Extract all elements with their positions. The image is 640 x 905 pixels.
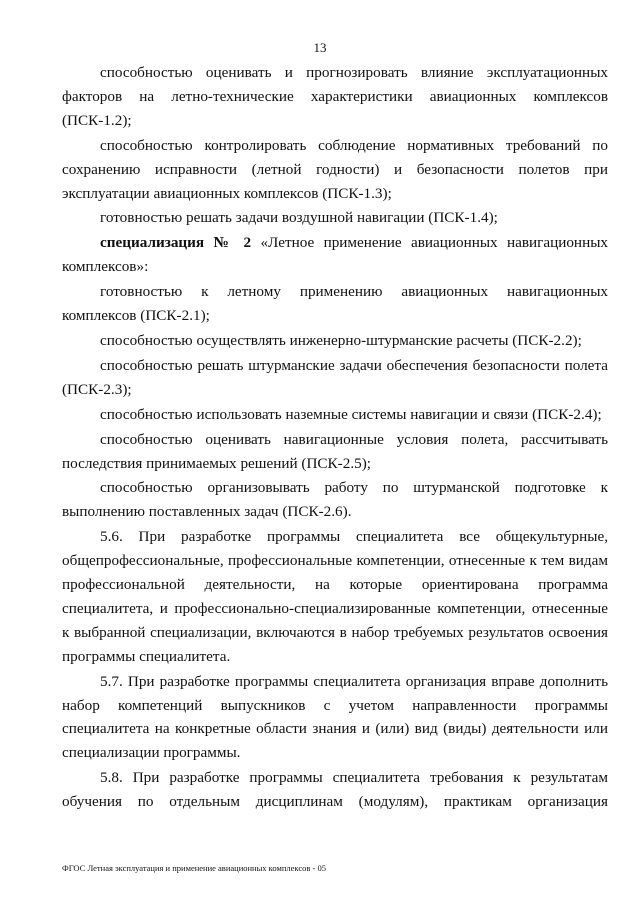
specialization-label: специализация № 2 (100, 234, 252, 252)
paragraph-psk-1-4: готовностью решать задачи воздушной навигации (ПСК-1.4); (100, 209, 498, 227)
page-number: 13 (313, 40, 327, 55)
paragraph-5-8: 5.8. При разработке программы специалитета требования к результатам обучения по отдельным дисциплинам (модулям), практикам организация (62, 769, 608, 811)
paragraph-psk-2-6: способностью организовывать работу по штурманской подготовке к выполнению поставленных задач (ПСК-2.6). (62, 479, 608, 521)
paragraph-psk-2-1: готовностью к летному применению авиационных навигационных комплексов (ПСК-2.1); (62, 283, 608, 325)
paragraph-psk-2-3: способностью решать штурманские задачи обеспечения безопасности полета (ПСК-2.3); (62, 356, 608, 398)
footer-text: ФГОС Летная эксплуатация и применение авиационных комплексов - 05 (62, 863, 326, 873)
paragraph-psk-2-2: способностью осуществлять инженерно-штурманские расчеты (ПСК-2.2); (100, 331, 582, 349)
paragraph-5-7: 5.7. При разработке программы специалитета организация вправе дополнить набор компетенций выпускников с учетом направленности программы специалитета на конкретные области знания и (или) вид (виды) деятельности или специализации программы. (62, 672, 608, 762)
specialization-title: «Летное применение авиационных навигационных комплексов»: (62, 234, 608, 276)
paragraph-psk-1-3: способностью контролировать соблюдение нормативных требований по сохранению исправности (летной годности) и безопасности полетов при эксплуатации авиационных комплексов (ПСК-1.3); (62, 136, 608, 202)
paragraph-psk-1-2: способностью оценивать и прогнозировать влияние эксплуатационных факторов на летно-технические характеристики авиационных комплексов (ПСК-1.2); (62, 64, 608, 129)
paragraph-psk-2-4: способностью использовать наземные системы навигации и связи (ПСК-2.4); (100, 405, 602, 423)
document-body (62, 61, 608, 815)
paragraph-5-6: 5.6. При разработке программы специалитета все общекультурные, общепрофессиональные, профессиональные компетенции, отнесенные к тем видам профессиональной деятельности, на которые ориентирована программа специалитета, и профессионально-специализированные компетенции, отнесенные к выбранной специализации, включаются в набор требуемых результатов освоения программы специалитета. (62, 528, 608, 665)
paragraph-psk-2-5: способностью оценивать навигационные условия полета, рассчитывать последствия принимаемых решений (ПСК-2.5); (62, 430, 608, 472)
paragraph-specialization-2 (62, 231, 608, 279)
